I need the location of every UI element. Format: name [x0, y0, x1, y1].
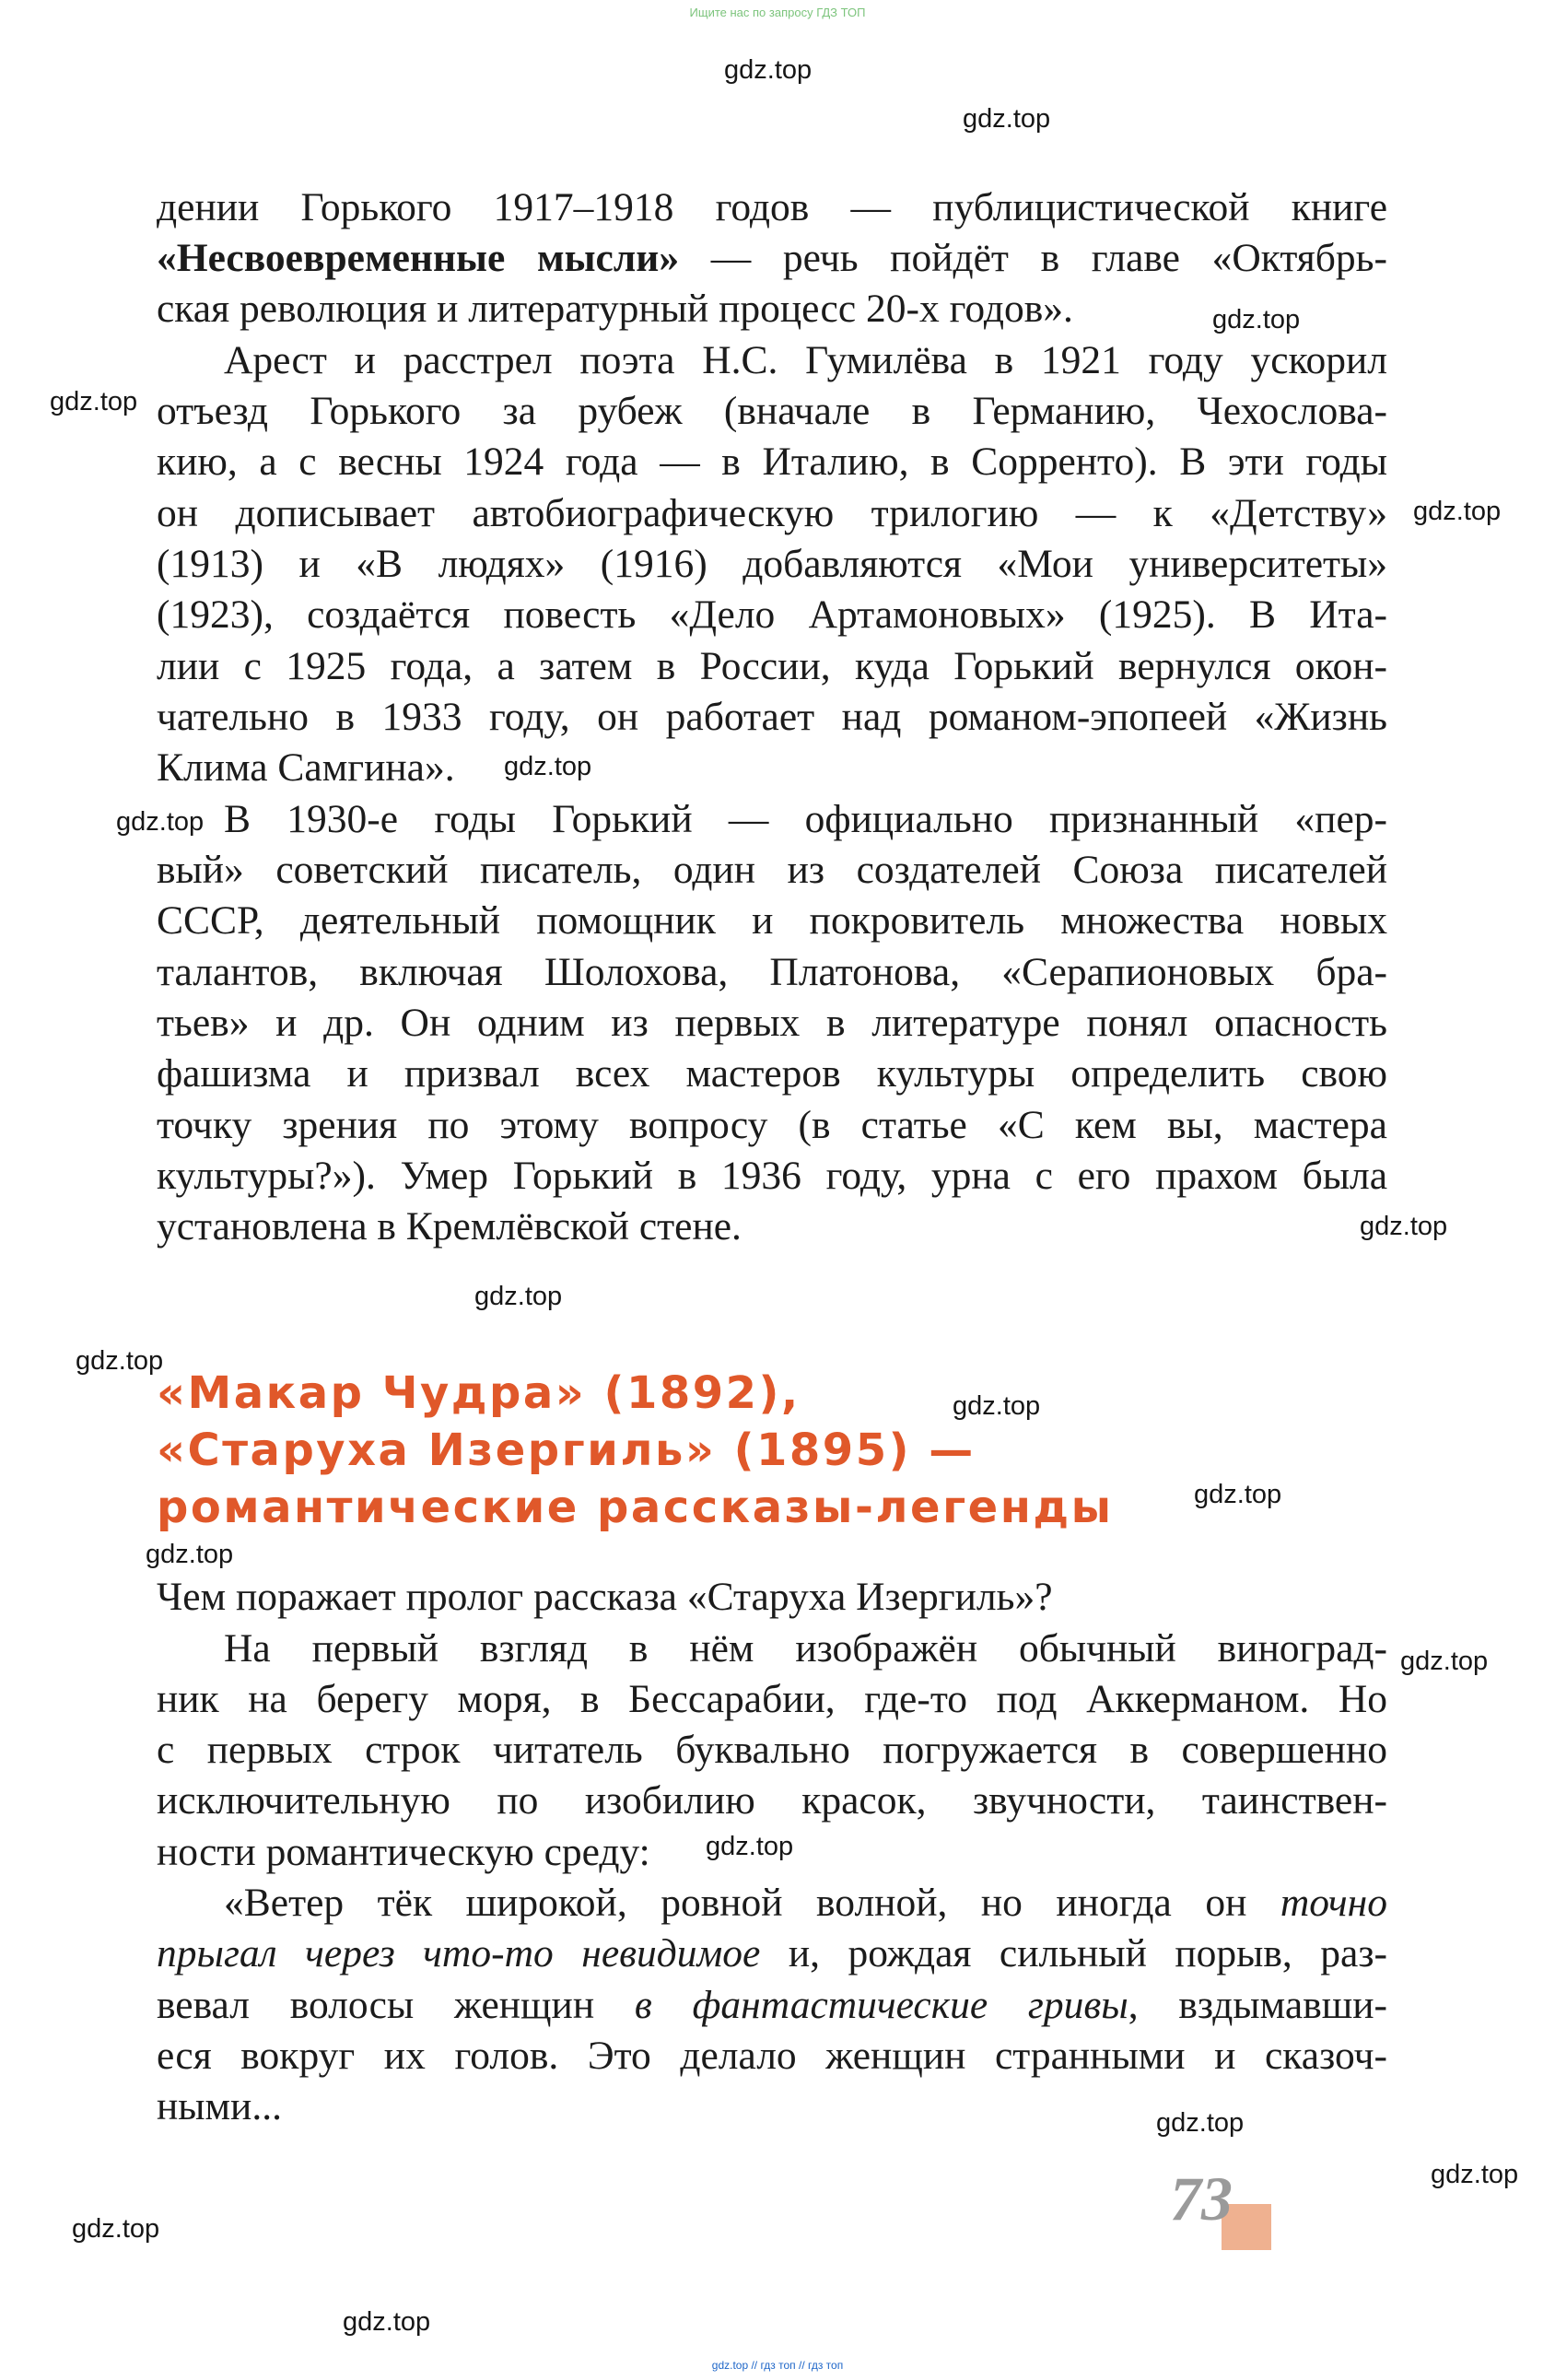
paragraph-3-line-4: талантов, включая Шолохова, Платонова, «Серапионовых бра-	[157, 950, 1387, 994]
quote-line-3-plain-b: , вздымавши-	[1128, 1983, 1387, 2027]
watermark: gdz.top	[50, 387, 138, 416]
watermark: gdz.top	[72, 2214, 160, 2244]
quote-line-3-italic: в фантастические гривы	[634, 1983, 1128, 2027]
paragraph-2-line-8: чательно в 1933 году, он работает над романом-эпопеей «Жизнь	[157, 695, 1387, 739]
watermark: gdz.top	[116, 807, 205, 837]
watermark: gdz.top	[1431, 2160, 1519, 2189]
quote-line-4: еся вокруг их голов. Это делало женщин странными и сказоч-	[157, 2034, 1387, 2078]
paragraph-3-line-1: В 1930-е годы Горький — официально признанный «пер-	[224, 797, 1387, 841]
paragraph-2-line-7: лии с 1925 года, а затем в России, куда Горький вернулся окон-	[157, 644, 1387, 688]
paragraph-2-line-6: (1923), создаётся повесть «Дело Артамоновых» (1925). В Ита-	[157, 592, 1387, 637]
watermark: gdz.top	[1212, 305, 1301, 334]
paragraph-1-line-1: дении Горького 1917–1918 годов — публицистической книге	[157, 185, 1387, 229]
bottom-banner: gdz.top // гдз топ // гдз топ	[711, 2359, 844, 2372]
paragraph-3-line-7: точку зрения по этому вопросу (в статье «С кем вы, мастера	[157, 1103, 1387, 1147]
section-heading-line-2: «Старуха Изергиль» (1895) —	[157, 1424, 976, 1476]
section-heading-line-3: романтические рассказы-легенды	[157, 1482, 1114, 1533]
paragraph-1-line-2	[157, 236, 1387, 280]
watermark: gdz.top	[963, 104, 1051, 134]
paragraph-1-line-2-rest: — речь пойдёт в главе «Октябрь-	[679, 236, 1387, 280]
paragraph-4-line-4: исключительную по изобилию красок, звучности, таинствен-	[157, 1778, 1387, 1823]
paragraph-3-line-8: культуры?»). Умер Горький в 1936 году, урна с его прахом была	[157, 1154, 1387, 1198]
paragraph-2-line-4: он дописывает автобиографическую трилогию — к «Детству»	[157, 491, 1387, 535]
quote-line-1	[224, 1883, 1387, 1924]
paragraph-4-line-5: ности романтическую среду:	[157, 1830, 650, 1874]
watermark: gdz.top	[146, 1540, 234, 1569]
watermark: gdz.top	[474, 1282, 563, 1311]
paragraph-3-line-3: СССР, деятельный помощник и покровитель множества новых	[157, 898, 1387, 943]
watermark: gdz.top	[706, 1832, 794, 1861]
page-number: 73	[1170, 2163, 1233, 2233]
quote-line-1-plain: «Ветер тёк широкой, ровной волной, но иногда он	[224, 1881, 1280, 1925]
paragraph-2-line-9: Клима Самгина».	[157, 745, 455, 790]
quote-line-3	[157, 1983, 1387, 2027]
paragraph-3-line-6: фашизма и призвал всех мастеров культуры определить свою	[157, 1051, 1387, 1096]
book-title-bold: «Несвоевременные мысли»	[157, 236, 680, 280]
watermark: gdz.top	[953, 1391, 1041, 1421]
paragraph-4-line-2: ник на берегу моря, в Бессарабии, где-то под Аккерманом. Но	[157, 1677, 1387, 1721]
paragraph-3-line-9: установлена в Кремлёвской стене.	[157, 1204, 742, 1249]
quote-line-1-italic: точно	[1280, 1881, 1387, 1925]
paragraph-3-line-2: вый» советский писатель, один из создателей Союза писателей	[157, 848, 1387, 892]
section-heading-line-1: «Макар Чудра» (1892),	[157, 1367, 801, 1419]
watermark: gdz.top	[1413, 497, 1502, 526]
paragraph-4-line-3: с первых строк читатель буквально погружается в совершенно	[157, 1728, 1387, 1772]
watermark: gdz.top	[504, 752, 592, 781]
watermark: gdz.top	[1156, 2108, 1245, 2138]
watermark: gdz.top	[76, 1346, 164, 1376]
watermark: gdz.top	[1360, 1212, 1448, 1241]
watermark: gdz.top	[1194, 1480, 1282, 1509]
paragraph-3-line-5: тьев» и др. Он одним из первых в литературе понял опасность	[157, 1001, 1387, 1045]
paragraph-1-line-3: ская революция и литературный процесс 20-х годов».	[157, 287, 1073, 331]
paragraph-2-line-1: Арест и расстрел поэта Н.С. Гумилёва в 1921 году ускорил	[224, 338, 1387, 382]
watermark: gdz.top	[1400, 1647, 1489, 1676]
quote-line-2	[157, 1931, 1388, 1976]
top-banner: Ищите нас по запросу ГДЗ ТОП	[689, 6, 866, 19]
watermark: gdz.top	[343, 2307, 431, 2337]
watermark: gdz.top	[724, 55, 813, 85]
study-question: Чем поражает пролог рассказа «Старуха Изергиль»?	[157, 1575, 1053, 1619]
quote-line-5: ными...	[157, 2084, 282, 2128]
paragraph-2-line-3: кию, а с весны 1924 года — в Италию, в Сорренто). В эти годы	[157, 440, 1387, 484]
paragraph-2-line-2: отъезд Горького за рубеж (вначале в Германию, Чехослова-	[157, 389, 1387, 433]
quote-line-2-plain: и, рождая сильный порыв, раз-	[760, 1931, 1388, 1976]
quote-line-3-plain-a: вевал волосы женщин	[157, 1983, 635, 2027]
paragraph-2-line-5: (1913) и «В людях» (1916) добавляются «Мои университеты»	[157, 542, 1387, 586]
paragraph-4-line-1: На первый взгляд в нём изображён обычный виноград-	[224, 1626, 1387, 1671]
quote-line-2-italic: прыгал через что-то невидимое	[157, 1931, 761, 1976]
